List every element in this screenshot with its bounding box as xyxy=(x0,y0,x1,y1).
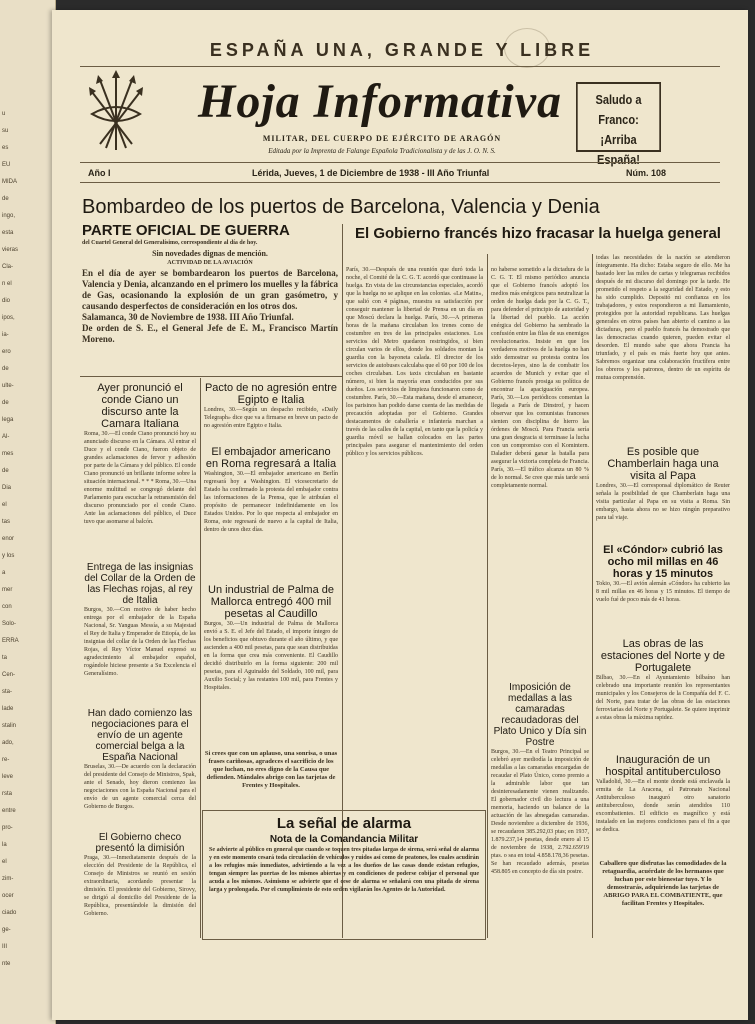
parte-aviacion: ACTIVIDAD DE LA AVIACIÓN xyxy=(167,260,253,266)
article-checo xyxy=(84,832,196,938)
article-pacto xyxy=(204,382,338,440)
saludo-line-1: Saludo a Franco: xyxy=(595,92,642,127)
strip-fragment: n el xyxy=(2,281,12,287)
strip-fragment: zim- xyxy=(2,876,14,882)
masthead-editor: Editada por la Imprenta de Falange Española Tradicionalista y de las J. O. N. S. xyxy=(268,147,496,155)
article-body: Londres, 30.—Según un despacho recibido, «Daily Telegraph» dice que va a firmarse en breve un pacto de no agresión entre Egipto e Italia. xyxy=(204,407,338,429)
article-senal xyxy=(209,815,479,935)
strip-fragment: la xyxy=(2,842,7,848)
strip-fragment: Al- xyxy=(2,434,10,440)
alarma-box xyxy=(202,810,486,940)
strip-fragment: a xyxy=(2,570,6,576)
strip-fragment: de xyxy=(2,468,9,474)
article-title: El Gobierno francés hizo fracasar la huelga general xyxy=(355,225,721,242)
article-title: El Gobierno checo presentó la dimisión xyxy=(95,832,185,854)
strip-fragment: su xyxy=(2,128,9,134)
article-body: Bilbao, 30.—En el Ayuntamiento bilbaíno han celebrado una importante reunión los representantes municipales y los Consejeros de la Compañía del F. C. del Norte, para tratar de las obras de las estaciones ferroviarias del Norte y Portugalete. Se quiere imprimir a estas obras la máxima rapidez. xyxy=(596,675,730,721)
article-title: Han dado comienzo las negociaciones para el envío de un agente comercial belga a la España Nacional xyxy=(87,708,193,763)
strip-fragment: nte xyxy=(2,961,11,967)
strip-fragment: de xyxy=(2,400,9,406)
strip-fragment: stalin xyxy=(2,723,17,729)
strip-fragment: u xyxy=(2,111,6,117)
article-palma xyxy=(204,584,338,744)
parte-novedades: Sin novedades dignas de mención. xyxy=(152,249,268,258)
column-rule xyxy=(592,254,593,938)
column-rule xyxy=(487,254,488,938)
strip-fragment: mer xyxy=(2,587,13,593)
strip-fragment: Solo- xyxy=(2,621,17,627)
strip-fragment: III xyxy=(2,944,8,950)
article-condor xyxy=(596,544,730,632)
article-title: Ayer pronunció el conde Ciano un discurso ante la Camara Italiana xyxy=(97,382,183,430)
strip-fragment: esta xyxy=(2,230,14,236)
article-body: Valladolid, 30.—En el monte donde está enclavada la ermita de La Aracena, el Patronato Nacional Antituberculoso inauguró otro sanatorio antituberculoso, donde serán atendidos 110 excombatientes. El edificio es magnífico y está instalado en las mejores condiciones para el fin a que se dedica. xyxy=(596,779,730,833)
strip-fragment: lega xyxy=(2,417,14,423)
strip-fragment: entre xyxy=(2,808,16,814)
strip-fragment: ge- xyxy=(2,927,11,933)
strip-fragment: el xyxy=(2,502,7,508)
article-title: La señal de alarma xyxy=(276,815,412,832)
strip-fragment: pro- xyxy=(2,825,13,831)
article-collar xyxy=(84,562,196,700)
parte-subtitle: del Cuartel General del Generalísimo, correspondiente al día de hoy. xyxy=(82,240,258,246)
strip-fragment: y los xyxy=(2,553,15,559)
parte-title: PARTE OFICIAL DE GUERRA xyxy=(82,222,290,239)
strip-fragment: ulte- xyxy=(2,383,14,389)
article-body: Tokio, 30.—El avión alemán «Cóndor» ha cubierto las 8 mil millas en 46 horas y 15 minutos. El tiempo de vuelo fué de poco más de 41 horas. xyxy=(596,581,730,603)
strip-fragment: ingo, xyxy=(2,213,16,219)
strip-fragment: EU xyxy=(2,162,11,168)
article-title: El «Cóndor» cubrió las ocho mil millas en 46 horas y 15 minutos xyxy=(603,544,723,580)
article-gestiones xyxy=(84,708,196,826)
article-title: Imposición de medallas a las camaradas recaudadoras del Plato Unico y Día sin Postre xyxy=(493,682,587,748)
parte-body: En el día de ayer se bombardearon los puertos de Barcelona, Valencia y Denia, alcanzando en el primero los muelles y la fábrica de Gas, ocasionando la explosión de un gran gasómetro, y causando desperfectos de consideración en los otros dos. xyxy=(82,268,338,311)
divider xyxy=(80,66,720,67)
strip-fragment: ia- xyxy=(2,332,9,338)
main-headline: Bombardeo de los puertos de Barcelona, Valencia y Denia xyxy=(82,196,600,218)
article-body: Roma, 30.—El conde Ciano pronunció hoy su anunciado discurso en la Cámara. Al entrar el Duce y el conde Ciano, fueron objeto de grandes aclamaciones de fervor y adhesión por parte de la Cámara y del público. El conde Ciano pronunció un brillante informe sobre la situación internacional. * * * Roma, 30.—Una enorme multitud se congregó delante del Parlamento para escuchar la retransmisión del discurso pronunciado por el conde Ciano. Ante las aclamaciones del público, el Duce tuvo que asomarse al balcón. xyxy=(84,431,196,525)
article-francia-col2: no haberse sometido a la dictadura de la C. G. T. El mismo periódico anuncia que el Gobierno francés adoptó los medios más enérgicos para neutralizar la orden de huelga dada por la C. G. T., para defender el principio de autoridad y la libertad del pueblo. La acción enérgica del Gobierno ha sembrado la confusión entre las filas de sus enemigos revolucionarios. Insiste en que los verdaderos motivos de la huelga no han sido demostrar su protesta contra los decretos-leyes, sino la de combatir los acuerdos de Munich y evitar que el Gobierno francés prosiga su política de encontrar la apaciguación europea. París, 30.—Los periódicos comentan la llegada a París de Dinstrof, y hacen observar que los comunistas franceses sienten con disciplina de hierro las órdenes de Moscú. Para Francia sería una gran desgracia si terminase la lucha con un compromiso con el Komintern. Daladier deberá ganar la batalla para asegurar la victoria completa de Francia. París, 30.—El tráfico alcanza un 80 % de lo normal. Se cree que más tarde será completamente normal. xyxy=(491,267,589,489)
column-rule xyxy=(200,378,201,938)
parte-dateline: Salamanca, 30 de Noviembre de 1938. III Año Triunfal. xyxy=(82,312,294,322)
strip-fragment: con xyxy=(2,604,12,610)
newspaper-sheet xyxy=(52,10,748,1020)
article-title: Es posible que Chamberlain haga una visita al Papa xyxy=(607,446,719,482)
adjacent-page-strip xyxy=(0,0,56,1024)
article-subtitle: Nota de la Comandancia Militar xyxy=(269,834,419,845)
article-medallas xyxy=(491,682,589,875)
strip-fragment: ado, xyxy=(2,740,14,746)
masthead-subtitle: MILITAR, DEL CUERPO DE EJÉRCITO DE ARAGÓN xyxy=(262,134,502,143)
strip-fragment: es xyxy=(2,145,9,151)
strip-fragment: de xyxy=(2,196,9,202)
article-title: Entrega de las insignias del Collar de la Orden de las Flechas rojas, al rey de Italia xyxy=(84,562,196,606)
slogan: ESPAÑA UNA, GRANDE Y LIBRE xyxy=(209,40,595,60)
date-label: Lérida, Jueves, 1 de Diciembre de 1938 - III Año Triunfal xyxy=(252,168,490,178)
aplauso-notice: Si crees que con un aplauso, una sonrisa, o unas frases cariñosas, agradeces el sacrificio de los que luchan, no eres digno de la Causa que defienden. Mándales abrigo con las tarjetas de Frentes y Hospitales. xyxy=(204,750,338,789)
strip-fragment: lade xyxy=(2,706,14,712)
year-label: Año I xyxy=(88,168,111,178)
article-embajador xyxy=(204,446,338,578)
article-francia-col3: todas las necesidades de la nación se atendieron íntegramente. Ha dicho: Estaba seguro de ello. Me ha bastado leer las miles de cartas y telegramas recibidos después de mi discurso del domingo por la tarde. He prometido el respeto a la seguridad del Estado, y esto ha sido cumplido. Depositó mi confianza en los trabajadores, y estos respondieron a mi llamamiento, protegidos por la autoridad republicana. Las huelgas generales en otros países han abierto el camino a las dictaduras, pero el pueblo francés ha demostrado que las democracias cuando quieren, pueden evitar el desorden. El mundo sabe que ahora Francia ha triunfado, y el país es más fuerte hoy que antes. Sabremos organizar una colaboración fructífera entre los obreros y los patronos, dentro de un espíritu de mutua comprensión. xyxy=(596,255,730,381)
divider xyxy=(80,162,720,163)
article-chamberlain xyxy=(596,446,730,538)
article-body: Se advierte al público en general que cuando se toquen tres pitadas largas de sirena, será señal de alarma y en este momento cesará toda circulación de vehículos y ruidos así como de peatones, los cuales acudirán a los refugios más inmediatos, advirtiendo a la vez a los dueños de las casas donde existan refugios, tengan siempre las puertas de los mismos abiertas y en condiciones de poderse cobijar el personal que acuda a los mismos. Asimismo se advierte que el cese de alarma se señalará con una pitada de sirena larga y prolongada. Por el cumplimiento de esto orden vigilarán los Agentes de la Autoridad. xyxy=(209,847,479,893)
masthead-title: Hoja Informativa xyxy=(197,75,563,128)
saludo-line-2: ¡Arriba España! xyxy=(596,132,640,167)
article-francia-col1: París, 30.—Después de una reunión que duró toda la noche, el Comité de la C. G. T. acordó que continuase la huelga. En vista de las circunstancias especiales, acordó que la huelga no se aplique en las colonias. «Le Matin», que salió con 4 páginas, muestra su satisfacción por conseguir mantener la libertad de Prensa en un día en que Moscú declara la huelga. París, 30.—A primeras horas de la mañana circulaban los trenes como de costumbre en tres de las principales estaciones. Los servicios del Metro quedaron restringidos, si bien circulan varios de ellos, donde los soldados montan la guardia con la bayoneta calada. El director de los servicios de autobuses calculaba que el 60 por 100 de los coches circulaban. Los taxis circulaban en bastante número, si bien la mayoría eran conducidos por sus dueños. Los servicios de limpieza funcionaron como de costumbre. París, 30.—Esta mañana, desde el amanecer, los parisinos han podido darse cuenta de las medidas de precaución adoptadas por el Gobierno. Grandes destacamentos de caballería e infantería marchan a través de las calles de la capital, en tanto que la policía y guardia móvil se hallan colocados en las partes principales para asegurar el mantenimiento del orden público y los servicios públicos. xyxy=(346,267,483,457)
article-body: Londres, 30.—El corresponsal diplomático de Reuter señala la posibilidad de que Chamberlain haga una visita particular al Papa en su visita a Roma. Sin embargo, hasta ahora no se hizo ningún preparativo para tal viaje. xyxy=(596,483,730,521)
article-hospital xyxy=(596,754,730,854)
strip-fragment: enor xyxy=(2,536,15,542)
strip-fragment: MIDA xyxy=(2,179,17,185)
article-body: Washington, 30.—El embajador americano en Berlín regresará hoy a Washington. El vicesecretario de Estado ha confirmado la protesta del embajador contra las informaciones de la Prensa, que le atribuían el propósito de permanecer indefinidamente en los Estados Unidos. Por lo que respecta al embajador en Roma, este regresará de nuevo a la capital de Italia, dentro de unos diez días. xyxy=(204,471,338,533)
strip-fragment: dio xyxy=(2,298,11,304)
article-title: Inauguración de un hospital antituberculoso xyxy=(605,754,721,778)
caballero-notice: Caballero que disfrutas las comodidades de la retaguardia, acuérdate de los hermanos que luchan por este bienestar tuyo. Y lo demostrarás, adquiriendo las tarjetas de ABRIGO PARA EL COMBATIENTE, que facilitan Frentes y Hospitales. xyxy=(599,860,727,907)
strip-fragment: Cla- xyxy=(2,264,14,270)
article-title: Las obras de las estaciones del Norte y de Portugalete xyxy=(600,638,726,674)
issue-number: Núm. 108 xyxy=(626,168,667,178)
strip-fragment: Dia xyxy=(2,485,12,491)
strip-fragment: de xyxy=(2,366,9,372)
strip-fragment: tas xyxy=(2,519,11,525)
article-title: El embajador americano en Roma regresará a Italia xyxy=(205,446,337,470)
strip-fragment: ero xyxy=(2,349,11,355)
saludo-box xyxy=(576,82,661,167)
parte-oficial xyxy=(82,222,338,372)
divider xyxy=(80,182,720,183)
article-title: Pacto de no agresión entre Egipto e Italia xyxy=(204,382,338,406)
strip-fragment: ta xyxy=(2,655,8,661)
strip-fragment: mes xyxy=(2,451,14,457)
article-title: Un industrial de Palma de Mallorca entregó 400 mil pesetas al Caudillo xyxy=(208,584,334,620)
strip-fragment: Cen- xyxy=(2,672,16,678)
strip-fragment: leve xyxy=(2,774,14,780)
parte-order: De orden de S. E., el General Jefe de E. M., Francisco Martín Moreno. xyxy=(82,323,338,344)
article-body: Praga, 30.—Inmediatamente después de la elección del Presidente de la República, el Consejo de Ministros se reunió en sesión extraordinaria, acordando presentar la dimisión. El presidente del Gobierno, Sirovy, se dirigió al domicilio del Presidente de la República, presentándole la dimisión del Gobierno. xyxy=(84,855,196,917)
strip-fragment: vieras xyxy=(2,247,19,253)
article-ciano xyxy=(84,382,196,554)
article-body: Bruselas, 30.—De acuerdo con la declaración del presidente del Consejo de Ministros, Spak, ante el Senado, hoy dieron comienzo las negociaciones con la España Nacional para el envío de un agente comercial cerca del Gobierno de Burgos. xyxy=(84,764,196,810)
strip-fragment: sta- xyxy=(2,689,13,695)
strip-fragment: ocer xyxy=(2,893,14,899)
strip-fragment: ciado xyxy=(2,910,17,916)
strip-fragment: rsta xyxy=(2,791,13,797)
strip-fragment: ERRA xyxy=(2,638,19,644)
article-body: Burgos, 30.—Un industrial de Palma de Mallorca envió a S. E. el Jefe del Estado, el importe íntegro de los beneficios que obtuvo durante el año último, y que ascienden a 400 mil pesetas, para que sean distribuidas en la forma que crea más conveniente. El Caudillo decidió distribuirlo en la forma siguiente: 200 mil pesetas, para el Aguinaldo del Soldado, 100 mil, para Auxilio Social; y las restantes 100 mil, para Frentes y Hospitales. xyxy=(204,621,338,691)
article-portugalete xyxy=(596,638,730,748)
strip-fragment: el xyxy=(2,859,7,865)
yoke-and-arrows-emblem xyxy=(86,70,146,156)
article-body: Burgos, 30.—En el Teatro Principal se celebró ayer mediodía la imposición de medallas a las camaradas encargadas de recaudar el Plato Único, como premio a la admirable labor que tan desinteresadamente vienen realizando. El gobernador civil dio lectura a una memoria, haciendo un balance de la actuación de las abnegadas camaradas. Desde noviembre a diciembre de 1936, se recaudaron 385.292,03 ptas; en 1937, 1.879.237,14 pesetas, desde enero al 15 de noviembre de 1938, 2.792.659'19 ptas. o sea en total 4.858.178,36 pesetas. Se han recaudado además, pesetas 458.805 en concepto de día sin postre. xyxy=(491,749,589,875)
strip-fragment: ipos, xyxy=(2,315,15,321)
divider xyxy=(80,376,342,377)
article-body: Burgos, 30.—Con motivo de haber hecho entrega por el embajador de la España Nacional, Sr. Yanguas Messía, a su Majestad el Rey de Italia y Emperador de Etiopía, de las insignias del collar de la Orden de las Flechas Rojas, el Rey Víctor Manuel expresó su agradecimiento al embajador español, rogándole hiciese presente a Su Excelencia el Generalísimo. xyxy=(84,607,196,677)
strip-fragment: re- xyxy=(2,757,10,763)
